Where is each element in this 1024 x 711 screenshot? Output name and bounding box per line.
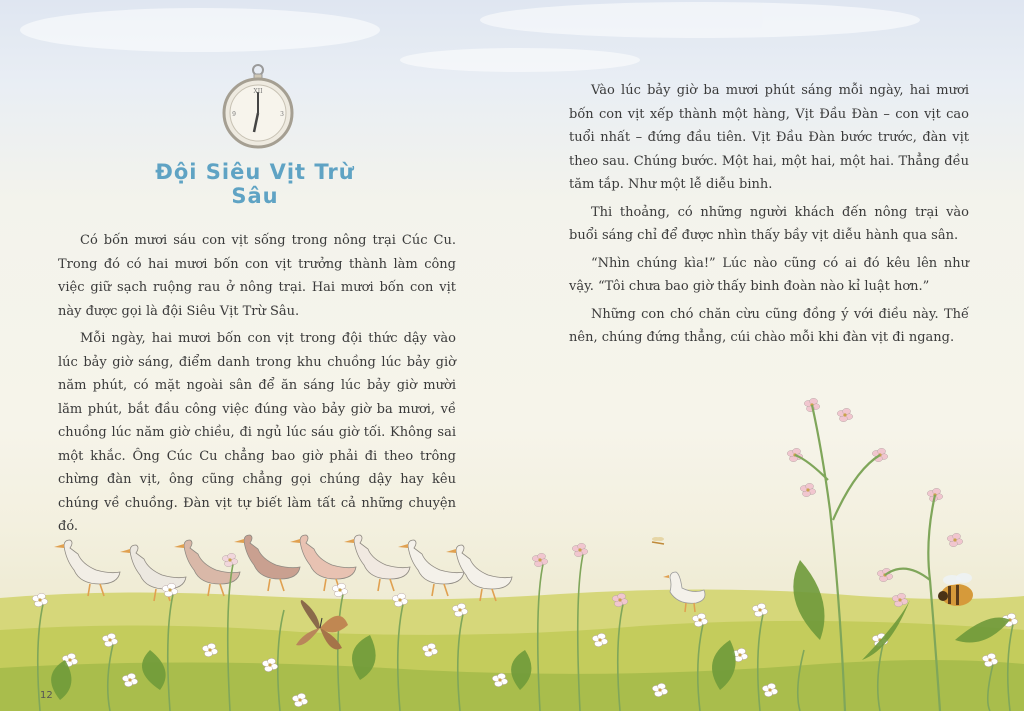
duck-icon [234,535,300,591]
meadow [0,589,1024,711]
pocket-watch-icon [224,65,292,147]
flower-icon [837,408,852,421]
flower-icon [800,483,815,496]
clouds [20,2,920,72]
page-number: 12 [40,690,53,701]
flower-icon [222,553,237,566]
svg-text:3: 3 [280,111,284,118]
flower-icon [947,533,962,546]
duck-icon [290,535,356,591]
chapter-title: Đội Siêu Vịt Trừ Sâu [155,160,355,208]
dragonfly-icon [652,537,664,544]
duck-icon [344,535,410,591]
flower-icon [332,583,347,596]
paragraph: Thi thoảng, có những người khách đến nông trại vào buổi sáng chỉ để được nhìn thấy bầy vịt diễu hành qua sân. [569,204,969,243]
paragraph: Vào lúc bảy giờ ba mươi phút sáng mỗi ngày, hai mươi bốn con vịt xếp thành một hàng, Vịt Đầu Đàn – con vịt cao tuổi nhất – đứng đầu tiên. Vịt Đầu Đàn bước trước, đàn vịt theo sau. Chúng bước. Một hai, một hai, một hai. Thẳng đều tăm tắp. Như một lễ diễu binh. [569,83,969,192]
paragraph: Mỗi ngày, hai mươi bốn con vịt trong đội thức dậy vào lúc bảy giờ sáng, điểm danh trong khu chuồng lúc bảy giờ năm phút, có mặt ngoài sân để ăn sáng lúc bảy giờ mười lăm phút, bắt đầu công việc đúng vào bảy giờ ba mươi, về chuồng lúc năm giờ chiều, đi ngủ lúc sáu giờ tối. Không sai một khắc. Ông Cúc Cu chẳng bao giờ phải đi theo trông chừng đàn vịt, ông cũng chẳng gọi chúng dậy hay kêu chúng về chuồng. Đàn vịt tự biết làm tất cả những chuyện đó. [58,331,456,534]
paragraph: Những con chó chăn cừu cũng đồng ý với điều này. Thế nên, chúng đứng thẳng, cúi chào mỗi khi đàn vịt đi ngang. [569,306,969,345]
svg-text:9: 9 [232,111,236,118]
duck-icon [54,540,120,596]
right-page-text [569,79,969,354]
flower-icon [532,553,547,566]
left-page-text [58,229,456,543]
svg-text:XII: XII [253,88,263,95]
paragraph: Có bốn mươi sáu con vịt sống trong nông trại Cúc Cu. Trong đó có hai mươi bốn con vịt trưởng thành làm công việc giữ sạch ruộng rau ở nông trại. Hai mươi bốn con vịt này được gọi là đội Siêu Vịt Trừ Sâu. [58,233,456,319]
duck-row [54,535,512,601]
flower-icon [572,543,587,556]
paragraph: “Nhìn chúng kìa!” Lúc nào cũng có ai đó kêu lên như vậy. “Tôi chưa bao giờ thấy binh đoàn nào kỉ luật hơn.” [569,255,969,294]
